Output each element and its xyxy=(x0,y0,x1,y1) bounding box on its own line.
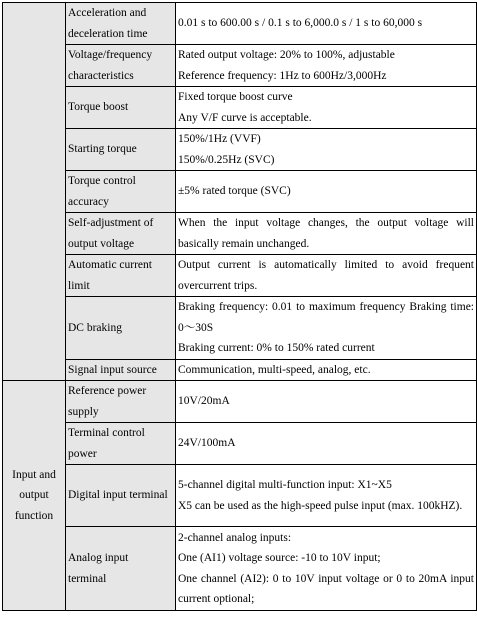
table-row xyxy=(3,465,477,527)
table-row xyxy=(3,45,477,87)
item-torque-boost: Torque boost xyxy=(66,87,176,129)
specification-table xyxy=(2,2,477,611)
item-dc-braking: DC braking xyxy=(66,297,176,360)
value-self-adjustment: When the input voltage changes, the output voltage will basically remain unchanged. xyxy=(176,213,477,255)
value-analog-input-terminal: 2-channel analog inputs: One (AI1) voltage source: -10 to 10V input; One channel (AI2): 0 to 10V input voltage or 0 to 20mA input current optional; xyxy=(176,527,477,611)
category-input-output-function: Input and output function xyxy=(3,381,66,611)
value-torque-accuracy: ±5% rated torque (SVC) xyxy=(176,171,477,213)
value-terminal-control-power: 24V/100mA xyxy=(176,423,477,465)
value-starting-torque: 150%/1Hz (VVF) 150%/0.25Hz (SVC) xyxy=(176,129,477,171)
item-reference-power-supply: Reference power supply xyxy=(66,381,176,423)
value-acceleration-time: 0.01 s to 600.00 s / 0.1 s to 6,000.0 s / 1 s to 60,000 s xyxy=(176,3,477,45)
table-row xyxy=(3,213,477,255)
value-dc-braking: Braking frequency: 0.01 to maximum frequency Braking time: 0～30S Braking current: 0% to 150% rated current xyxy=(176,297,477,360)
table-row xyxy=(3,129,477,171)
item-signal-input-source: Signal input source xyxy=(66,359,176,381)
category-cell-blank xyxy=(3,3,66,381)
table-row xyxy=(3,171,477,213)
table-row xyxy=(3,87,477,129)
table-row xyxy=(3,359,477,381)
table-row xyxy=(3,381,477,423)
item-analog-input-terminal: Analog input terminal xyxy=(66,527,176,611)
table-row xyxy=(3,3,477,45)
table-row xyxy=(3,423,477,465)
item-self-adjustment: Self-adjustment of output voltage xyxy=(66,213,176,255)
value-current-limit: Output current is automatically limited to avoid frequent overcurrent trips. xyxy=(176,255,477,297)
value-digital-input-terminal: 5-channel digital multi-function input: X1~X5 X5 can be used as the high-speed pulse input (max. 100kHZ). xyxy=(176,465,477,527)
value-vf-characteristics: Rated output voltage: 20% to 100%, adjustable Reference frequency: 1Hz to 600Hz/3,000Hz xyxy=(176,45,477,87)
item-acceleration-time: Acceleration and deceleration time xyxy=(66,3,176,45)
table-row xyxy=(3,255,477,297)
item-vf-characteristics: Voltage/frequency characteristics xyxy=(66,45,176,87)
item-terminal-control-power: Terminal control power xyxy=(66,423,176,465)
value-torque-boost: Fixed torque boost curve Any V/F curve is acceptable. xyxy=(176,87,477,129)
table-row xyxy=(3,527,477,611)
value-signal-input-source: Communication, multi-speed, analog, etc. xyxy=(176,359,477,381)
item-current-limit: Automatic current limit xyxy=(66,255,176,297)
item-starting-torque: Starting torque xyxy=(66,129,176,171)
table-row xyxy=(3,297,477,360)
item-torque-accuracy: Torque control accuracy xyxy=(66,171,176,213)
value-reference-power-supply: 10V/20mA xyxy=(176,381,477,423)
item-digital-input-terminal: Digital input terminal xyxy=(66,465,176,527)
